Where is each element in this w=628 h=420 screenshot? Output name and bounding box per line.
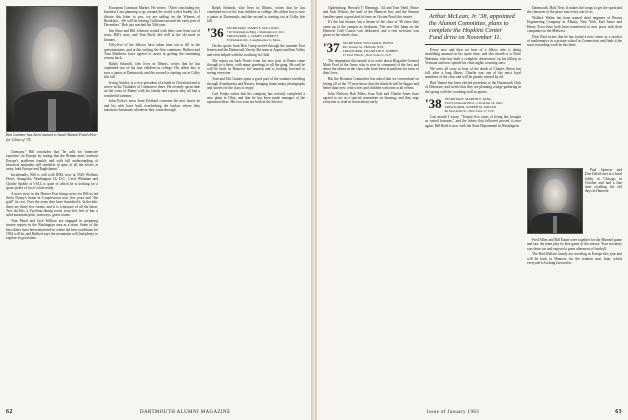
secretary-address: 3545 Fairmount Blvd., Cleveland 18, Ohio [444, 100, 503, 105]
paragraph: Fifty-five of the fellows have taken time out to fill in the questionnaires, and at this writing the flow continues. Hulbert and Tom Matthews have agreed to assist in getting the remaining returns back. [104, 43, 200, 61]
paragraph: Ralph Schmidt, who lives in Illinois, writes that he has combined two of his four children in college. His oldest boy is now a junior at Dartmouth, and the second is starting out at Colby this fall. [104, 62, 200, 79]
paragraph: Dick Bird writes that he has found a new career as a teacher of mathematics in a private school in Connecticut and finds it the most rewarding work he has done. [527, 34, 622, 48]
class-year: '37 [323, 39, 340, 55]
paragraph: John Neilson, Bob Miles, Ivan Vale and Charlie Jones have agreed to act as a special committee on housing, and they urge everyone to send in reservations early. [323, 91, 419, 105]
paragraph: A news story in the Denver Post brings news for Bill as ted Steve Dousy's home in Cooperstown now five years and "the gold" its cost. Over the years they have furnished it. In the attic there are thirty-five rooms, and it is a mixture of all the latest. Two ski-lifts, a Tyrolean dining room, sixty-five feet of bar, a solid mountain piste, stairways, guest rooms. [6, 191, 98, 218]
paragraph: European Common Market. He writes: "After concluding my business I am planning to go around the world with a buddy. As I dictate this letter to you, we are sailing on the Witness of Breakfast... We will be leaving California around the early part of December." Bob just reached his 54th year. [104, 6, 200, 28]
secretary-name: SECRETARY, WILLIAM K. BOYD [342, 40, 393, 45]
right-footer [615, 409, 622, 415]
paragraph: Incidentally, Bill is still with IBM, now at 5520 Wollinsr Drive, Annapolis, Washington 16, D.C., Cecil Whitman and Charlie Spoble at VSLI, is quite of which he is looking for a spare jacket of lot of white ready. [6, 172, 98, 190]
paragraph: Irving Ainsley is a vice-president of a bank in Cleveland and is active in the Chamber of Commerce there. He recently spent time on the coast of Maine with his family and reports they all had a wonderful summer. [104, 80, 200, 98]
magazine-title: DARTMOUTH ALUMNI MAGAZINE [140, 410, 231, 415]
column-1 [6, 150, 98, 405]
page-number: 62 [6, 409, 13, 415]
class-heading-36 [207, 26, 305, 42]
secretary-name: SECRETARY, JAMES F. SULLIVAN [226, 26, 279, 31]
paragraph: Tom and Dot Gaines spent a good part of the summer traveling through Scandinavia and Russia, bringing home many photographs and stories for the class to enjoy. [207, 77, 305, 90]
paragraph: Wallace Walter has been named chief engineer of Brown Engineering Company in Albany, New York. Earl Sauer and Henry Frost have both been transferred to new posts with their companies in the Midwest. [527, 16, 622, 33]
class-photo-ben-latimer [6, 6, 98, 132]
pull-quote [425, 9, 521, 45]
class-heading-37 [323, 41, 419, 57]
class-year: '38 [425, 95, 442, 111]
paragraph: We were all sorry to hear of the death of Charles Ahern last fall, after a long illness. Charlie was one of the most loyal members of the class and will be greatly missed by all. [425, 66, 521, 80]
left-page [0, 0, 311, 420]
paragraph: Tom Pattal and Jack Wallace are engaged in preparing trustee reports in the Washington area as a team. Some of the best skiers have been interested in where the best conditions for 1963 will be, and Hulbert says the mountains will find plenty to explore in good time. [6, 218, 98, 241]
column-3 [207, 6, 305, 406]
treasurer-name: TREASURER, FRANKLIN E. JOBBIN [342, 48, 398, 53]
pull-quote-text: Arthur McLean, Jr. '38, appointed the Alumni Committee, plans to complete the Hopkins Center Fund drive on November 11. [429, 13, 515, 41]
paragraph: Ralph Schmidt, who lives in Illinois, writes that he has combined two of his four children in college. His oldest boy is now a junior at Dartmouth, and the second is starting out at Colby this fall. [207, 6, 305, 23]
paragraph: Every now and then we hear of a fellow who is doing something unusual in his spare time, and this month it is Dave Sherman, who has built a complete observatory on his hilltop in Vermont and now spends his clear nights counting stars. [425, 48, 521, 65]
class-heading-38 [425, 97, 521, 113]
paragraph: Dartmouth, Hall, New. It makes the songs to get the spirit and the character of the place into every one of us. [527, 6, 622, 15]
column-2 [104, 6, 200, 406]
secretary-name: SECRETARY, MARTIN E. KING [444, 96, 492, 101]
column-4 [323, 6, 419, 406]
treasurer-name: TREASURER, J. JAMES CORBETT [226, 34, 279, 39]
paragraph: On the sports front Bert Camp served through the summer Toni Jensen and the Dartmouth Varsity Ski team at Aspen and Sun Valley and even helped with the coaching in Chile. [207, 44, 305, 57]
paragraph: Paul Spencer and Don Deloff met in a hotel lobby in Chicago in October and had a fine time recalling the old days in Hanover. [585, 168, 622, 194]
page-number: 63 [615, 409, 622, 415]
secretary-address: 710 Washington Bldg., Washington 5, D.C. [226, 30, 286, 35]
photo-caption: Ben Latimer has been named to head Alumni Fund drive for Class of '35. [6, 132, 97, 142]
paragraph: Bud Tanner has been elected president of the Dartmouth Club of Delaware, and writes that they are planning a large gathering in the spring with the coaching staff as guests. [425, 81, 521, 94]
treasurer-name: TREASURER, JOSEPH M. MILLER [444, 104, 497, 109]
secretary-address: Mt. Vernon St., Hatfield, N.H. [342, 44, 384, 49]
paragraph: Germany." Bill concludes that "he calls for 'intensive expertise' on Europe by stating that the Britain must confront Europe's problems frankly and with full understanding of historical antipathy still smolders in spite of all the efforts at unity, both Europe and Englishmen." [6, 150, 98, 172]
paragraph: Last month I wrote, "Twenty-five years of living has brought us varied fortunes," and the letters that followed proved it once again. Bill Reed is now with the State Department in Washington. [425, 114, 521, 128]
column-6-top [527, 6, 622, 166]
treasurer-address: 33 Parkside Rd., Longmeadow 6, Mass. [226, 38, 281, 43]
paragraph: Ogdensburg, Howard T. Harnings, '44 and Tom Sheil, Bruce and Jack Wilson, the staff of the Hanover Inn, and the Sinuses families spent a great deal of time on Occom Pond this winter. [323, 6, 419, 19]
paragraph: Jim Rose and Bill Johnson visited with their sons from out of town. Bill's sons, and Tom Sheil, did well at the ski meet in January. [104, 28, 200, 42]
class-year: '36 [207, 25, 224, 41]
paragraph: It's the last feature, but a dream of the class of '36 since they came up to the campus as freshmen. The new Ski Jump on the Hanover Golf Course was dedicated, and a real welcome was given to the whole class. [323, 20, 419, 38]
treasurer-address: 60 East 42nd St., New York 17, N.Y. [444, 108, 495, 113]
right-page [317, 0, 628, 420]
paragraph: The Bud Wallace family are traveling in Europe this year and will be back in Hanover for the reunion next June, which everyone is looking forward to. [527, 252, 622, 265]
column-5 [425, 6, 521, 406]
paragraph: The temptation this month is to write about Brigadier-General Mark Ford of the Army who is now in command of the fort, and about the others in the class who have been in uniform for most of their lives. [323, 58, 419, 76]
paragraph: Carl Friday writes that his company has recently completed a new plant in Ohio, and that he has been made manager of the operation there. His two sons are both in the Service. [207, 91, 305, 105]
paragraph: Fred Allen and Bill Eaton were together for the Harvard game and saw the team play its best game of the season. Your secretary was there too and enjoyed a great afternoon of football. [527, 238, 622, 251]
paragraph: But the Reunion Committee has asked that we concentrate on letting all of the '37 men know that the thirtieth will be bigger and better than ever, with wives and children welcome at all events. [323, 77, 419, 90]
paragraph: John Foley's news from Portland concerns the new house he and his wife have built overlooking the harbor, where they entertain classmates whenever they come through. [104, 99, 200, 113]
column-6-side [585, 168, 622, 232]
class-photo-right [527, 168, 583, 234]
column-6-bottom [527, 238, 622, 406]
treasurer-address: 15 East 79th St., New York 21, N.Y. [342, 52, 392, 57]
issue-line: Issue of January 1963 [427, 410, 480, 415]
left-footer [6, 409, 13, 415]
paragraph: The report on Jack Norris from his new post in Rome came through in a letter, with many greetings to all the gang. He said he will be back in Hanover for reunion and is looking forward to seeing everyone. [207, 58, 305, 76]
